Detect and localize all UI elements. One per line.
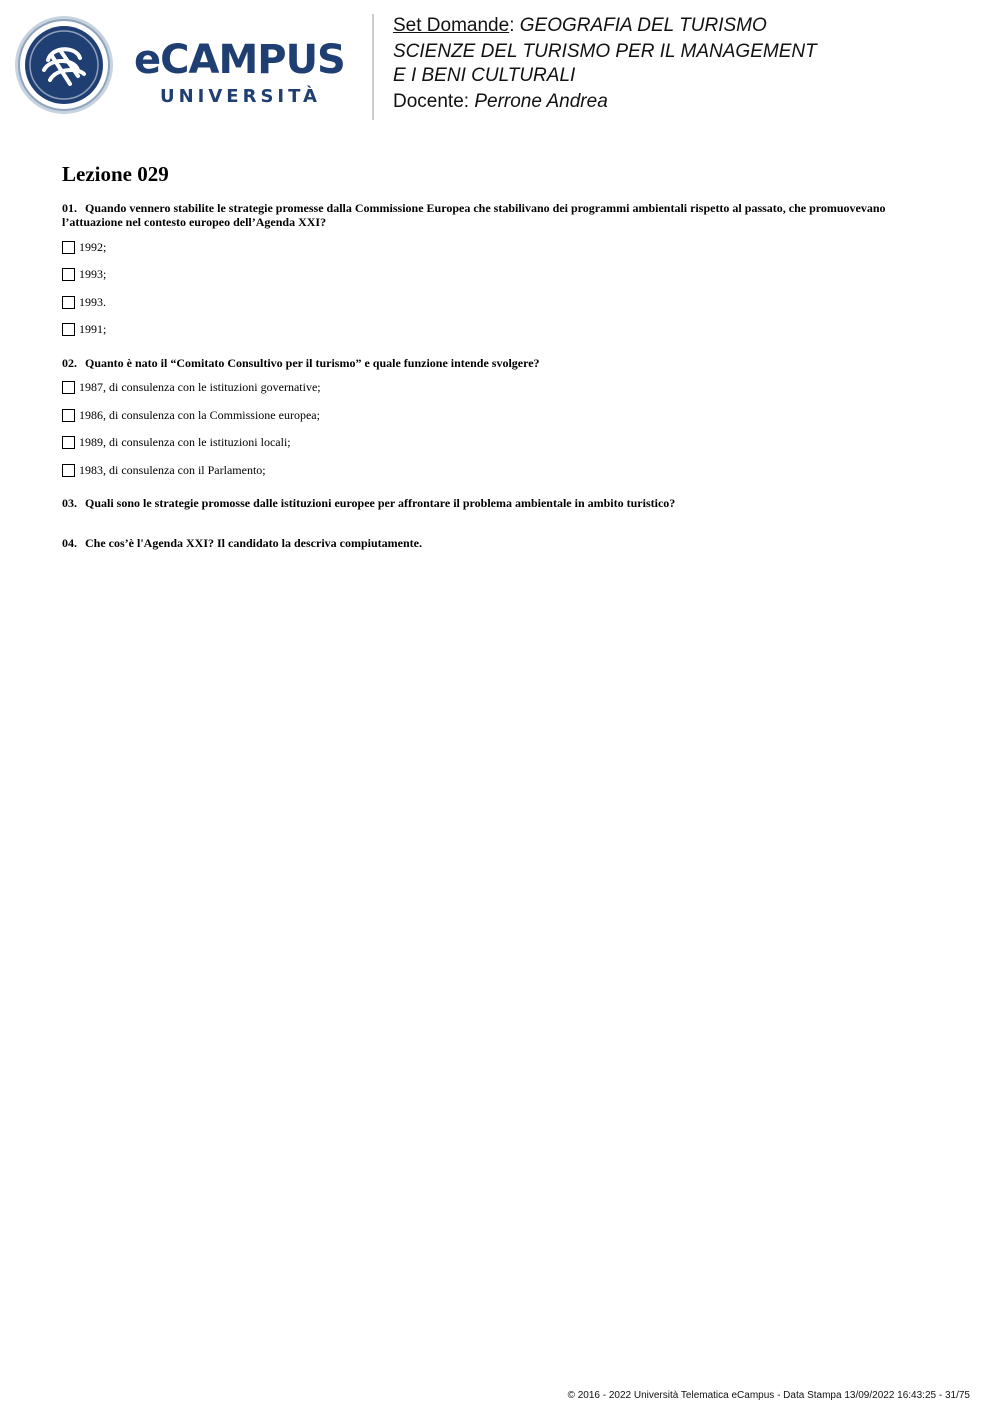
lesson-content xyxy=(62,161,942,560)
checkbox[interactable] xyxy=(62,381,75,394)
question-number: 02. xyxy=(62,355,77,370)
answer-option[interactable] xyxy=(62,294,942,310)
set-separator: : xyxy=(509,15,520,36)
option-label: 1987, di consulenza con le istituzioni governative; xyxy=(79,380,321,394)
ecampus-logo xyxy=(14,14,359,118)
ecampus-seal-icon xyxy=(15,16,113,114)
degree-line-2: E I BENI CULTURALI xyxy=(393,65,576,86)
degree-line-1: SCIENZE DEL TURISMO PER IL MANAGEMENT xyxy=(393,41,817,62)
answer-option[interactable] xyxy=(62,267,942,283)
question-number: 03. xyxy=(62,496,77,510)
logo-brand: eCAMPUS xyxy=(134,37,345,83)
question-number: 04. xyxy=(62,536,77,550)
question-03 xyxy=(62,496,942,510)
question-text: Che cos’è l'Agenda XXI? Il candidato la descriva compiutamente. xyxy=(85,536,422,550)
question-text: Quanto è nato il “Comitato Consultivo per il turismo” e quale funzione intende svolgere? xyxy=(85,355,540,370)
checkbox[interactable] xyxy=(62,409,75,422)
teacher-label: Docente: xyxy=(393,91,475,112)
course-title: GEOGRAFIA DEL TURISMO xyxy=(519,15,767,36)
answer-option[interactable] xyxy=(62,462,942,478)
question-text: Quali sono le strategie promosse dalle istituzioni europee per affrontare il problema ambientale in ambito turistico? xyxy=(85,496,676,510)
checkbox[interactable] xyxy=(62,268,75,281)
logo-subtitle: UNIVERSITÀ xyxy=(160,86,321,107)
checkbox[interactable] xyxy=(62,436,75,449)
question-text: Quando vennero stabilite le strategie promesse dalla Commissione Europea che stabilivano dei programmi ambientali rispetto al passato, che promuovevano l’attuazione nel contesto europeo dell’Agenda XXI? xyxy=(62,201,886,229)
question-01-options xyxy=(62,239,942,338)
option-label: 1993; xyxy=(79,267,107,281)
option-label: 1993. xyxy=(79,294,106,309)
checkbox[interactable] xyxy=(62,241,75,254)
set-label: Set Domande xyxy=(393,15,510,36)
option-label: 1992; xyxy=(79,239,107,254)
lesson-title: Lezione 029 xyxy=(62,162,169,186)
question-04 xyxy=(62,536,942,550)
teacher-line xyxy=(393,90,817,114)
course-header xyxy=(393,14,817,114)
answer-option[interactable] xyxy=(62,407,942,423)
header-divider xyxy=(372,14,374,120)
answer-option[interactable] xyxy=(62,322,942,338)
page-footer: © 2016 - 2022 Università Telematica eCampus - Data Stampa 13/09/2022 16:43:25 - 31/75 xyxy=(567,1390,970,1401)
question-02-options xyxy=(62,380,942,479)
teacher-name: Perrone Andrea xyxy=(474,91,608,112)
question-02 xyxy=(62,356,942,370)
checkbox[interactable] xyxy=(62,296,75,309)
answer-option[interactable] xyxy=(62,380,942,396)
question-01 xyxy=(62,201,942,229)
question-number: 01. xyxy=(62,201,77,215)
answer-option[interactable] xyxy=(62,435,942,451)
option-label: 1983, di consulenza con il Parlamento; xyxy=(79,462,266,477)
checkbox[interactable] xyxy=(62,323,75,336)
option-label: 1991; xyxy=(79,322,107,336)
answer-option[interactable] xyxy=(62,239,942,255)
set-line xyxy=(393,14,817,38)
option-label: 1986, di consulenza con la Commissione europea; xyxy=(79,407,320,422)
option-label: 1989, di consulenza con le istituzioni locali; xyxy=(79,435,291,449)
checkbox[interactable] xyxy=(62,464,75,477)
